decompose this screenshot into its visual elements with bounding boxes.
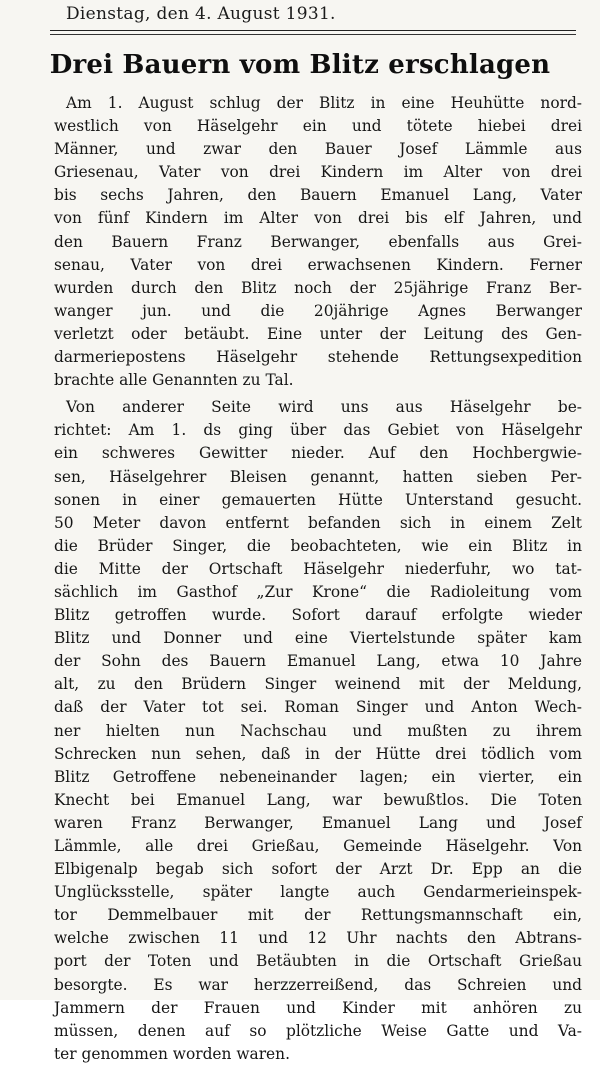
text-line: die Brüder Singer, die beobachteten, wie ein Blitz in — [54, 536, 582, 555]
text-line: wurden durch den Blitz noch der 25jährige Franz Ber- — [54, 278, 582, 297]
text-line: port der Toten und Betäubten in die Ortschaft Grießau — [54, 952, 582, 971]
text-line: Jammern der Frauen und Kinder mit anhören zu — [54, 998, 582, 1017]
text-line: bis sechs Jahren, den Bauern Emanuel Lang, Vater — [54, 186, 582, 205]
article-paragraph — [54, 396, 582, 1066]
header-rule-thin — [50, 34, 576, 35]
dateline: Dienstag, den 4. August 1931. — [66, 4, 336, 24]
text-line: ter genommen worden waren. — [54, 1044, 290, 1063]
text-line: von fünf Kindern im Alter von drei bis elf Jahren, und — [54, 209, 582, 228]
article-paragraph — [54, 92, 582, 392]
text-line: 50 Meter davon entfernt befanden sich in einem Zelt — [54, 513, 582, 532]
text-line: Blitz und Donner und eine Viertelstunde später kam — [54, 629, 582, 648]
text-line: darmeriepostens Häselgehr stehende Rettungsexpedition — [54, 348, 582, 367]
text-line: sen, Häselgehrer Bleisen genannt, hatten sieben Per- — [54, 467, 582, 486]
text-line: brachte alle Genannten zu Tal. — [54, 371, 294, 390]
text-line: die Mitte der Ortschaft Häselgehr niederfuhr, wo tat- — [54, 559, 582, 578]
text-line: waren Franz Berwanger, Emanuel Lang und Josef — [54, 813, 582, 832]
text-line: sächlich im Gasthof „Zur Krone“ die Radioleitung vom — [54, 582, 582, 601]
text-line: den Bauern Franz Berwanger, ebenfalls aus Grei- — [54, 232, 582, 251]
text-line: der Sohn des Bauern Emanuel Lang, etwa 10 Jahre — [54, 652, 582, 671]
text-line: Männer, und zwar den Bauer Josef Lämmle aus — [54, 140, 582, 159]
header-rule — [50, 30, 576, 31]
text-line: wanger jun. und die 20jährige Agnes Berwanger — [54, 301, 582, 320]
text-line: müssen, denen auf so plötzliche Weise Gatte und Va- — [54, 1021, 582, 1040]
text-line: westlich von Häselgehr ein und tötete hiebei drei — [54, 117, 582, 136]
text-line: Von anderer Seite wird uns aus Häselgehr be- — [66, 398, 582, 417]
text-line: besorgte. Es war herzzerreißend, das Schreien und — [54, 975, 582, 994]
text-line: ein schweres Gewitter nieder. Auf den Hochbergwie- — [54, 444, 582, 463]
text-line: tor Demmelbauer mit der Rettungsmannschaft ein, — [54, 906, 582, 925]
text-line: senau, Vater von drei erwachsenen Kindern. Ferner — [54, 255, 582, 274]
text-line: ner hielten nun Nachschau und mußten zu ihrem — [54, 721, 582, 740]
text-line: Blitz Getroffene nebeneinander lagen; ein vierter, ein — [54, 767, 582, 786]
text-line: Am 1. August schlug der Blitz in eine Heuhütte nord- — [66, 94, 582, 112]
text-line: Schrecken nun sehen, daß in der Hütte drei tödlich vom — [54, 744, 582, 763]
text-line: welche zwischen 11 und 12 Uhr nachts den Abtrans- — [54, 929, 582, 948]
text-line: sonen in einer gemauerten Hütte Unterstand gesucht. — [54, 490, 582, 509]
article-headline: Drei Bauern vom Blitz erschlagen — [49, 50, 551, 80]
text-line: Elbigenalp begab sich sofort der Arzt Dr. Epp an die — [54, 860, 582, 879]
text-line: daß der Vater tot sei. Roman Singer und Anton Wech- — [54, 698, 582, 717]
text-line: Knecht bei Emanuel Lang, war bewußtlos. Die Toten — [54, 790, 582, 809]
text-line: verletzt oder betäubt. Eine unter der Leitung des Gen- — [54, 324, 582, 343]
text-line: Unglücksstelle, später langte auch Gendarmerieinspek- — [54, 883, 582, 902]
article-body — [54, 92, 582, 1066]
text-line: alt, zu den Brüdern Singer weinend mit der Meldung, — [54, 675, 582, 694]
text-line: Lämmle, alle drei Grießau, Gemeinde Häselgehr. Von — [54, 837, 582, 855]
text-line: Griesenau, Vater von drei Kindern im Alter von drei — [54, 163, 582, 182]
text-line: Blitz getroffen wurde. Sofort darauf erfolgte wieder — [54, 606, 582, 625]
text-line: richtet: Am 1. ds ging über das Gebiet von Häselgehr — [54, 421, 582, 440]
